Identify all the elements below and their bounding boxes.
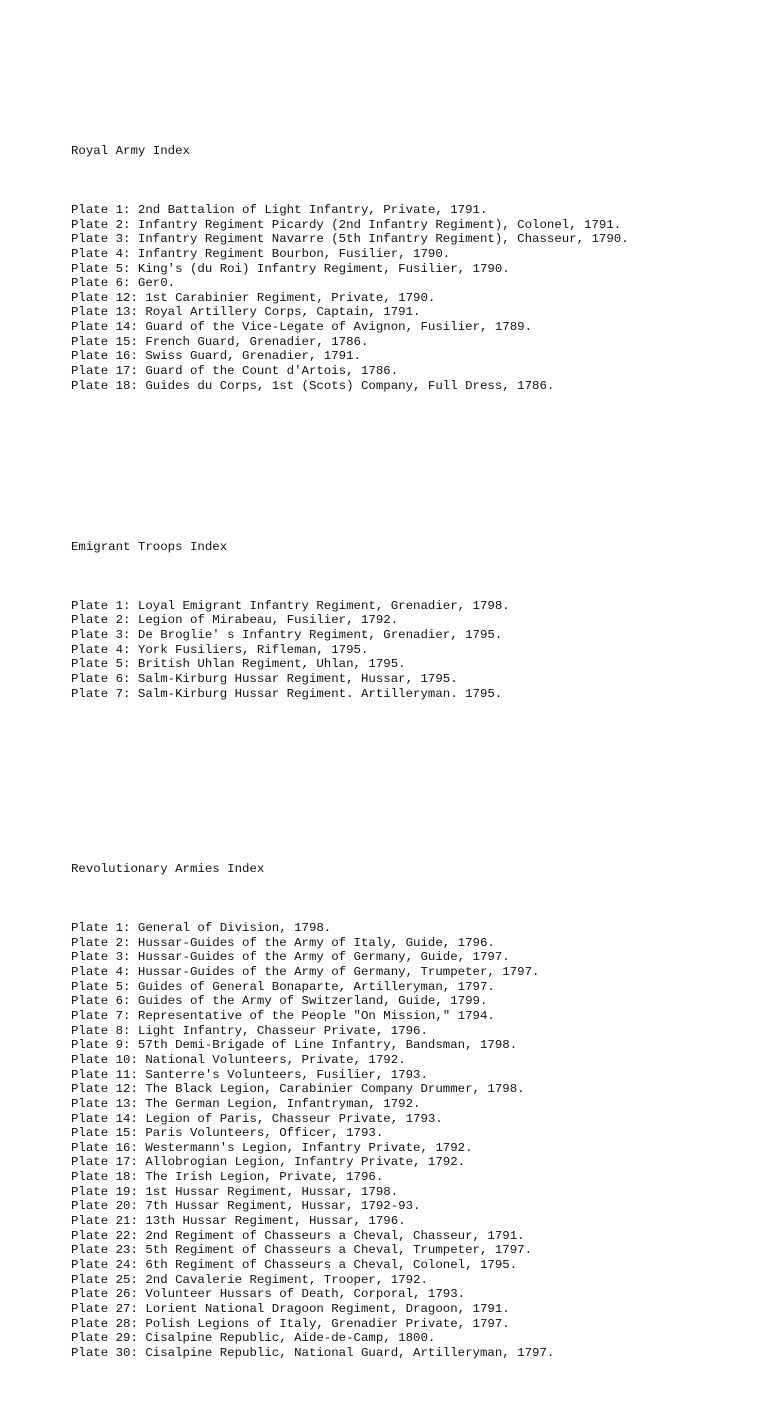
plate-entry: Plate 12: The Black Legion, Carabinier Company Drummer, 1798. — [71, 1082, 525, 1097]
plate-entry: Plate 29: Cisalpine Republic, Aide-de-Camp, 1800. — [71, 1331, 436, 1346]
plate-entry: Plate 27: Lorient National Dragoon Regiment, Dragoon, 1791. — [71, 1302, 510, 1317]
section-title-royal-army: Royal Army Index — [71, 144, 190, 159]
royal-army-section — [71, 115, 751, 423]
plate-entry: Plate 5: Guides of General Bonaparte, Artilleryman, 1797. — [71, 979, 495, 994]
section-title-revolutionary-armies: Revolutionary Armies Index — [71, 862, 265, 877]
plate-entry: Plate 24: 6th Regiment of Chasseurs a Cheval, Colonel, 1795. — [71, 1258, 518, 1273]
plate-entry: Plate 30: Cisalpine Republic, National Guard, Artilleryman, 1797. — [71, 1346, 555, 1361]
plate-entry: Plate 22: 2nd Regiment of Chasseurs a Cheval, Chasseur, 1791. — [71, 1228, 525, 1243]
plate-entry: Plate 4: York Fusiliers, Rifleman, 1795. — [71, 642, 369, 657]
plate-entry: Plate 25: 2nd Cavalerie Regiment, Trooper, 1792. — [71, 1272, 428, 1287]
section-title-emigrant-troops: Emigrant Troops Index — [71, 539, 228, 554]
plate-entry: Plate 13: Royal Artillery Corps, Captain, 1791. — [71, 305, 421, 320]
plate-entry: Plate 14: Legion of Paris, Chasseur Private, 1793. — [71, 1111, 443, 1126]
plate-entry: Plate 1: Loyal Emigrant Infantry Regiment, Grenadier, 1798. — [71, 598, 510, 613]
plate-entry: Plate 11: Santerre's Volunteers, Fusilier, 1793. — [71, 1067, 428, 1082]
emigrant-troops-section — [71, 511, 751, 731]
plate-entry: Plate 3: Hussar-Guides of the Army of Germany, Guide, 1797. — [71, 950, 510, 965]
plate-entry: Plate 16: Swiss Guard, Grenadier, 1791. — [71, 349, 361, 364]
plate-entry: Plate 5: British Uhlan Regiment, Uhlan, 1795. — [71, 657, 406, 672]
plate-entry: Plate 21: 13th Hussar Regiment, Hussar, 1796. — [71, 1214, 406, 1229]
plate-entry: Plate 6: Guides of the Army of Switzerland, Guide, 1799. — [71, 994, 488, 1009]
plate-entry: Plate 4: Hussar-Guides of the Army of Germany, Trumpeter, 1797. — [71, 964, 540, 979]
plate-entry: Plate 12: 1st Carabinier Regiment, Private, 1790. — [71, 290, 436, 305]
plate-entry: Plate 18: The Irish Legion, Private, 1796. — [71, 1170, 384, 1185]
plate-entry: Plate 2: Infantry Regiment Picardy (2nd Infantry Regiment), Colonel, 1791. — [71, 217, 622, 232]
plate-entry: Plate 17: Guard of the Count d'Artois, 1786. — [71, 364, 399, 379]
plate-entry: Plate 26: Volunteer Hussars of Death, Corporal, 1793. — [71, 1287, 466, 1302]
plate-entry: Plate 4: Infantry Regiment Bourbon, Fusilier, 1790. — [71, 246, 451, 261]
plate-entry: Plate 5: King's (du Roi) Infantry Regiment, Fusilier, 1790. — [71, 261, 510, 276]
revolutionary-armies-plate-list — [71, 921, 751, 1361]
plate-entry: Plate 15: French Guard, Grenadier, 1786. — [71, 334, 369, 349]
plate-entry: Plate 20: 7th Hussar Regiment, Hussar, 1792-93. — [71, 1199, 421, 1214]
revolutionary-armies-section — [71, 833, 751, 1390]
plate-entry: Plate 13: The German Legion, Infantryman, 1792. — [71, 1096, 421, 1111]
plate-entry: Plate 2: Hussar-Guides of the Army of Italy, Guide, 1796. — [71, 935, 495, 950]
plate-entry: Plate 6: Ger0. — [71, 276, 176, 291]
emigrant-troops-plate-list — [71, 599, 751, 702]
plate-entry: Plate 1: General of Division, 1798. — [71, 920, 332, 935]
plate-entry: Plate 3: Infantry Regiment Navarre (5th Infantry Regiment), Chasseur, 1790. — [71, 232, 629, 247]
plate-entry: Plate 14: Guard of the Vice-Legate of Avignon, Fusilier, 1789. — [71, 320, 533, 335]
plate-entry: Plate 17: Allobrogian Legion, Infantry Private, 1792. — [71, 1155, 466, 1170]
plate-entry: Plate 6: Salm-Kirburg Hussar Regiment, Hussar, 1795. — [71, 671, 458, 686]
plate-entry: Plate 28: Polish Legions of Italy, Grenadier Private, 1797. — [71, 1316, 510, 1331]
plate-entry: Plate 15: Paris Volunteers, Officer, 1793. — [71, 1126, 384, 1141]
document-page — [71, 71, 751, 1405]
royal-army-plate-list — [71, 203, 751, 394]
plate-entry: Plate 18: Guides du Corps, 1st (Scots) Company, Full Dress, 1786. — [71, 378, 555, 393]
plate-entry: Plate 23: 5th Regiment of Chasseurs a Cheval, Trumpeter, 1797. — [71, 1243, 533, 1258]
plate-entry: Plate 3: De Broglie' s Infantry Regiment, Grenadier, 1795. — [71, 627, 503, 642]
plate-entry: Plate 10: National Volunteers, Private, 1792. — [71, 1052, 406, 1067]
plate-entry: Plate 2: Legion of Mirabeau, Fusilier, 1792. — [71, 613, 399, 628]
plate-entry: Plate 9: 57th Demi-Brigade of Line Infantry, Bandsman, 1798. — [71, 1038, 518, 1053]
plate-entry: Plate 7: Representative of the People "On Mission," 1794. — [71, 1008, 495, 1023]
plate-entry: Plate 7: Salm-Kirburg Hussar Regiment. Artilleryman. 1795. — [71, 686, 503, 701]
plate-entry: Plate 1: 2nd Battalion of Light Infantry, Private, 1791. — [71, 202, 488, 217]
plate-entry: Plate 16: Westermann's Legion, Infantry Private, 1792. — [71, 1140, 473, 1155]
plate-entry: Plate 19: 1st Hussar Regiment, Hussar, 1798. — [71, 1184, 399, 1199]
plate-entry: Plate 8: Light Infantry, Chasseur Private, 1796. — [71, 1023, 428, 1038]
